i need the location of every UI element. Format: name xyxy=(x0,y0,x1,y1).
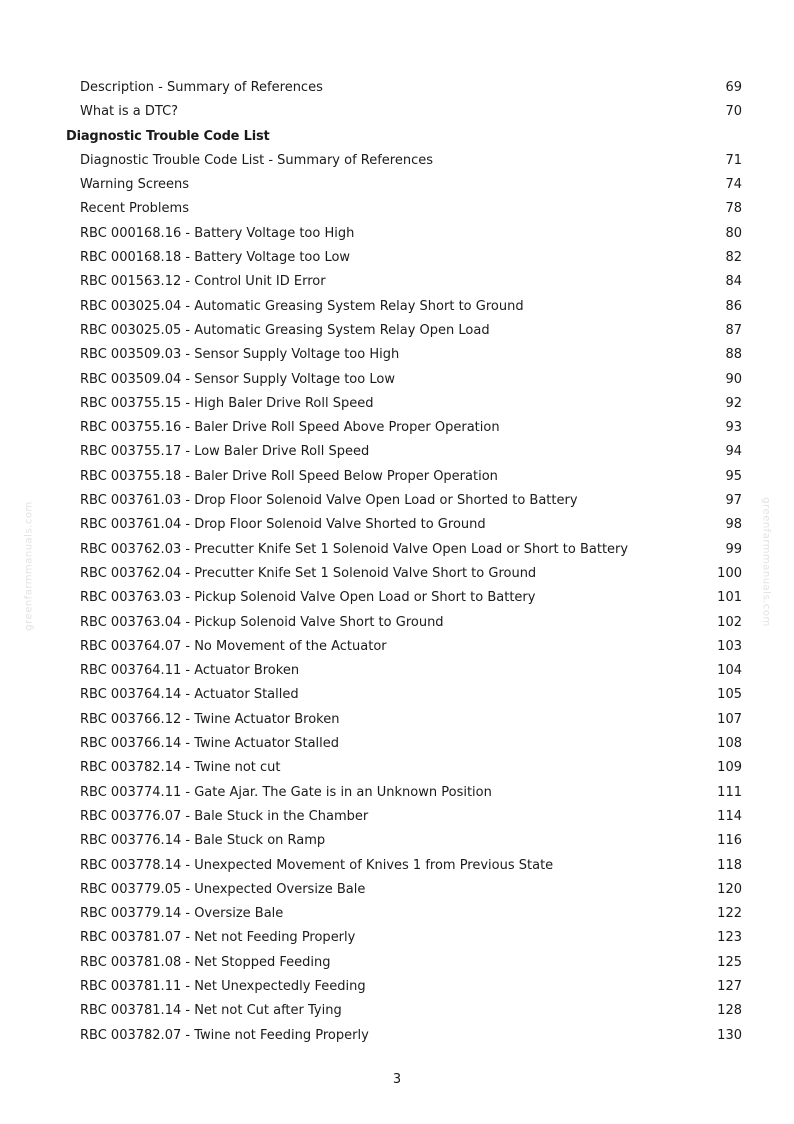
toc-entry-title: RBC 003778.14 - Unexpected Movement of Knives 1 from Previous State xyxy=(80,857,554,873)
toc-entry-title: RBC 003761.04 - Drop Floor Solenoid Valve Shorted to Ground xyxy=(80,517,486,533)
toc-entry-page: 80 xyxy=(725,225,742,241)
toc-entry-page: 87 xyxy=(725,322,742,338)
toc-entry[interactable] xyxy=(0,513,794,537)
toc-entry[interactable] xyxy=(0,440,794,464)
toc-entry[interactable] xyxy=(0,538,794,562)
toc-entry-page: 93 xyxy=(725,420,742,436)
toc-entry[interactable] xyxy=(0,100,794,124)
toc-entry[interactable] xyxy=(0,781,794,805)
toc-entry[interactable] xyxy=(0,926,794,950)
toc-entry-title: RBC 003762.04 - Precutter Knife Set 1 Solenoid Valve Short to Ground xyxy=(80,565,537,581)
toc-entry[interactable] xyxy=(0,805,794,829)
toc-entry[interactable] xyxy=(0,489,794,513)
toc-entry-page: 109 xyxy=(717,760,742,776)
toc-entry[interactable] xyxy=(0,197,794,221)
toc-entry-page: 98 xyxy=(725,517,742,533)
toc-entry-page: 69 xyxy=(725,80,742,95)
toc-entry-page: 118 xyxy=(717,857,742,873)
toc-entry-title: RBC 003763.03 - Pickup Solenoid Valve Open Load or Short to Battery xyxy=(80,590,536,606)
toc-entry-page: 100 xyxy=(717,565,742,581)
toc-entry-page: 71 xyxy=(725,152,742,168)
toc-entry[interactable] xyxy=(0,319,794,343)
toc-entry-page: 101 xyxy=(717,590,742,606)
toc-entry[interactable] xyxy=(0,295,794,319)
toc-entry-title: Warning Screens xyxy=(80,177,190,193)
toc-entry-title: RBC 003766.14 - Twine Actuator Stalled xyxy=(80,736,340,752)
toc-entry[interactable] xyxy=(0,586,794,610)
toc-entry-page: 128 xyxy=(717,1003,742,1019)
toc-entry[interactable] xyxy=(0,562,794,586)
toc-entry-title: RBC 003776.14 - Bale Stuck on Ramp xyxy=(80,833,326,849)
toc-entry-title: RBC 003779.05 - Unexpected Oversize Bale xyxy=(80,881,366,897)
toc-entry-title: RBC 003764.14 - Actuator Stalled xyxy=(80,687,299,703)
toc-entry-page: 116 xyxy=(717,833,742,849)
toc-entry[interactable] xyxy=(0,999,794,1023)
toc-entry-page: 92 xyxy=(725,395,742,411)
toc-entry-page: 90 xyxy=(725,371,742,387)
toc-entry[interactable] xyxy=(0,708,794,732)
watermark-left: greenfarmmanuals.com xyxy=(23,501,35,631)
toc-entry-title: RBC 003755.15 - High Baler Drive Roll Speed xyxy=(80,395,374,411)
toc-entry[interactable] xyxy=(0,635,794,659)
toc-entry[interactable] xyxy=(0,659,794,683)
toc-entry-page: 111 xyxy=(717,784,742,800)
toc-entry-title: RBC 003781.11 - Net Unexpectedly Feeding xyxy=(80,978,366,994)
toc-entry[interactable] xyxy=(0,246,794,270)
toc-entry-page: 82 xyxy=(725,250,742,266)
toc-entry-title: RBC 003025.04 - Automatic Greasing System Relay Short to Ground xyxy=(80,298,524,314)
toc-entry-title: RBC 000168.16 - Battery Voltage too High xyxy=(80,225,355,241)
toc-entry-page: 130 xyxy=(717,1027,742,1043)
toc-entry-title: RBC 003509.03 - Sensor Supply Voltage too High xyxy=(80,347,400,363)
toc-entry[interactable] xyxy=(0,368,794,392)
toc-entry[interactable] xyxy=(0,173,794,197)
toc-section-heading[interactable] xyxy=(0,125,794,149)
toc-entry-page: 123 xyxy=(717,930,742,946)
table-of-contents xyxy=(0,76,794,1048)
toc-entry[interactable] xyxy=(0,951,794,975)
toc-entry-title: RBC 003755.17 - Low Baler Drive Roll Speed xyxy=(80,444,370,460)
toc-entry-page: 120 xyxy=(717,881,742,897)
toc-entry-page: 103 xyxy=(717,638,742,654)
toc-entry[interactable] xyxy=(0,343,794,367)
toc-entry-page: 99 xyxy=(725,541,742,557)
toc-entry[interactable] xyxy=(0,854,794,878)
toc-entry[interactable] xyxy=(0,149,794,173)
toc-entry-title: RBC 003755.18 - Baler Drive Roll Speed Below Proper Operation xyxy=(80,468,498,484)
toc-entry[interactable] xyxy=(0,878,794,902)
toc-entry[interactable] xyxy=(0,76,794,100)
toc-entry-page: 86 xyxy=(725,298,742,314)
toc-entry-page: 127 xyxy=(717,978,742,994)
toc-entry-title: RBC 003763.04 - Pickup Solenoid Valve Short to Ground xyxy=(80,614,444,630)
toc-entry-title: RBC 003761.03 - Drop Floor Solenoid Valve Open Load or Shorted to Battery xyxy=(80,493,578,509)
toc-entry[interactable] xyxy=(0,416,794,440)
toc-entry-title: RBC 001563.12 - Control Unit ID Error xyxy=(80,274,326,290)
toc-entry-title: RBC 003764.07 - No Movement of the Actuator xyxy=(80,638,387,654)
toc-entry-page: 88 xyxy=(725,347,742,363)
page-number: 3 xyxy=(392,1072,402,1087)
watermark-right: greenfarmmanuals.com xyxy=(760,497,772,627)
toc-entry-page: 122 xyxy=(717,906,742,922)
toc-section-title: Diagnostic Trouble Code List xyxy=(66,128,270,144)
toc-entry-page: 108 xyxy=(717,736,742,752)
toc-entry-title: Description - Summary of References xyxy=(80,80,323,95)
toc-entry-title: RBC 003764.11 - Actuator Broken xyxy=(80,663,300,679)
toc-entry[interactable] xyxy=(0,683,794,707)
toc-entry-page: 125 xyxy=(717,954,742,970)
toc-entry-page: 104 xyxy=(717,663,742,679)
toc-entry-page: 84 xyxy=(725,274,742,290)
toc-entry-page: 94 xyxy=(725,444,742,460)
toc-entry-title: RBC 003755.16 - Baler Drive Roll Speed Above Proper Operation xyxy=(80,420,500,436)
toc-entry-title: RBC 003776.07 - Bale Stuck in the Chamber xyxy=(80,808,369,824)
toc-entry[interactable] xyxy=(0,732,794,756)
toc-entry-title: RBC 003025.05 - Automatic Greasing System Relay Open Load xyxy=(80,322,490,338)
toc-entry-title: RBC 003762.03 - Precutter Knife Set 1 Solenoid Valve Open Load or Short to Battery xyxy=(80,541,629,557)
toc-entry-page: 114 xyxy=(717,808,742,824)
toc-entry-title: RBC 003779.14 - Oversize Bale xyxy=(80,906,284,922)
toc-entry-title: What is a DTC? xyxy=(80,104,179,120)
toc-entry-page: 78 xyxy=(725,201,742,217)
toc-entry-page: 74 xyxy=(725,177,742,193)
toc-entry[interactable] xyxy=(0,829,794,853)
toc-entry-title: RBC 003774.11 - Gate Ajar. The Gate is in an Unknown Position xyxy=(80,784,492,800)
toc-entry[interactable] xyxy=(0,756,794,780)
toc-entry[interactable] xyxy=(0,1024,794,1048)
toc-entry-title: RBC 003509.04 - Sensor Supply Voltage too Low xyxy=(80,371,395,387)
toc-entry-title: Recent Problems xyxy=(80,201,189,217)
toc-entry-title: RBC 000168.18 - Battery Voltage too Low xyxy=(80,250,351,266)
toc-entry-title: Diagnostic Trouble Code List - Summary of References xyxy=(80,152,434,168)
toc-entry-page: 97 xyxy=(725,493,742,509)
toc-entry[interactable] xyxy=(0,392,794,416)
toc-entry[interactable] xyxy=(0,270,794,294)
toc-entry[interactable] xyxy=(0,902,794,926)
toc-entry-title: RBC 003766.12 - Twine Actuator Broken xyxy=(80,711,340,727)
toc-entry[interactable] xyxy=(0,975,794,999)
toc-entry-page: 107 xyxy=(717,711,742,727)
toc-entry-title: RBC 003781.14 - Net not Cut after Tying xyxy=(80,1003,342,1019)
toc-entry-title: RBC 003782.07 - Twine not Feeding Properly xyxy=(80,1027,369,1043)
toc-entry-title: RBC 003782.14 - Twine not cut xyxy=(80,760,281,776)
toc-entry-title: RBC 003781.07 - Net not Feeding Properly xyxy=(80,930,356,946)
toc-entry[interactable] xyxy=(0,611,794,635)
toc-entry[interactable] xyxy=(0,222,794,246)
toc-entry-page: 95 xyxy=(725,468,742,484)
toc-entry-page: 70 xyxy=(725,104,742,120)
toc-entry-title: RBC 003781.08 - Net Stopped Feeding xyxy=(80,954,331,970)
toc-entry-page: 102 xyxy=(717,614,742,630)
toc-entry[interactable] xyxy=(0,465,794,489)
toc-entry-page: 105 xyxy=(717,687,742,703)
